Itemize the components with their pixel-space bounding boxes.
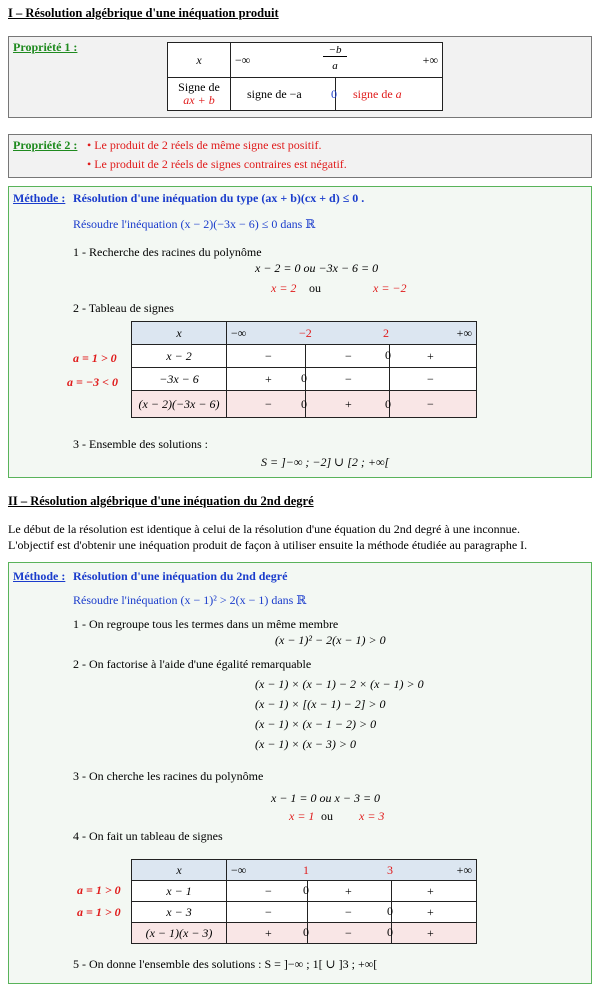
m2-step-4: 4 - On fait un tableau de signes — [73, 829, 223, 843]
property-2-label: Propriété 2 : — [13, 138, 78, 152]
p1-right: signe de — [353, 87, 393, 101]
method-2-problem: Résoudre l'inéquation (x − 1)² > 2(x − 1) dans ℝ — [73, 593, 307, 607]
p1-minf: −∞ — [235, 53, 251, 67]
m1-step-1: 1 - Recherche des racines du polynôme — [73, 245, 262, 259]
m1-th-root-2: 2 — [383, 326, 389, 340]
m1-row-2-signs: + 0 − − — [227, 368, 477, 391]
m2-th-root-1: 1 — [303, 863, 309, 877]
property-1-table — [167, 42, 443, 111]
method-2-box — [8, 562, 592, 984]
m2-factor-4: (x − 1) × (x − 3) > 0 — [255, 737, 357, 751]
m2-step-5: 5 - On donne l'ensemble des solutions : S = ]−∞ ; 1[ ∪ ]3 ; +∞[ — [73, 957, 378, 971]
property-2-line-2: • Le produit de 2 réels de signes contraires est négatif. — [87, 157, 347, 171]
m2-factor-1: (x − 1) × (x − 1) − 2 × (x − 1) > 0 — [255, 677, 424, 691]
p1-frac-num: −b — [323, 44, 347, 57]
method-2-title: Résolution d'une inéquation du 2nd degré — [73, 569, 288, 583]
m1-root-b: x = −2 — [373, 281, 407, 295]
property-1-box — [8, 36, 592, 118]
m1-row-3-signs: − 0 + 0 − — [227, 391, 477, 418]
m2-equation: x − 1 = 0 ou x − 3 = 0 — [271, 791, 381, 805]
m1-a1: a = 1 > 0 — [73, 351, 117, 365]
p1-left: signe de −a — [247, 87, 302, 101]
m1-th-x: x — [132, 322, 227, 345]
method-1-problem: Résoudre l'inéquation (x − 2)(−3x − 6) ≤ 0 dans ℝ — [73, 217, 316, 231]
m2-row-3-signs: + 0 − 0 + — [227, 923, 477, 944]
m2-factor-2: (x − 1) × [(x − 1) − 2] > 0 — [255, 697, 386, 711]
m1-a2: a = −3 < 0 — [67, 375, 118, 389]
p1-sign-label: Signe de ax + b — [168, 78, 231, 111]
m1-ou: ou — [309, 281, 321, 295]
m2-factor-3: (x − 1) × (x − 1 − 2) > 0 — [255, 717, 377, 731]
m1-sign-table — [131, 321, 477, 418]
section-2-paragraph-2: L'objectif est d'obtenir une inéquation produit de façon à utiliser ensuite la méthode étudiée au paragraphe I. — [8, 538, 528, 552]
m2-th-root-2: 3 — [387, 863, 393, 877]
m1-solution-set: S = ]−∞ ; −2] ∪ [2 ; +∞[ — [261, 455, 390, 469]
m2-row-2-signs: − − 0 + — [227, 902, 477, 923]
m2-ou: ou — [321, 809, 333, 823]
method-1-box — [8, 186, 592, 478]
m1-step-2: 2 - Tableau de signes — [73, 301, 174, 315]
p1-pinf: +∞ — [422, 53, 438, 67]
section-1-title: I – Résolution algébrique d'une inéquation produit — [8, 6, 279, 20]
section-2-title: II – Résolution algébrique d'une inéquation du 2nd degré — [8, 494, 314, 508]
m2-root-a: x = 1 — [289, 809, 315, 823]
property-2-line-1: • Le produit de 2 réels de même signe est positif. — [87, 138, 322, 152]
m2-th-values: −∞ 1 3 +∞ — [227, 860, 477, 881]
p1-header-cell — [231, 43, 443, 78]
m2-root-b: x = 3 — [359, 809, 385, 823]
m2-row-1-signs: − 0 + + — [227, 881, 477, 902]
m1-row-1-label: x − 2 — [132, 345, 227, 368]
m2-a1: a = 1 > 0 — [77, 883, 121, 897]
p1-zero: 0 — [331, 87, 337, 101]
p1-sign-row: signe de −a 0 signe de a — [231, 78, 443, 111]
m2-th-x: x — [132, 860, 227, 881]
m1-step-3: 3 - Ensemble des solutions : — [73, 437, 208, 451]
m2-row-2-label: x − 3 — [132, 902, 227, 923]
m1-th-root-1: −2 — [299, 326, 312, 340]
m1-row-2-label: −3x − 6 — [132, 368, 227, 391]
m1-row-1-signs: − − 0 + — [227, 345, 477, 368]
method-1-label: Méthode : — [13, 191, 66, 205]
m1-th-values: −∞ −2 2 +∞ — [227, 322, 477, 345]
p1-frac-den: a — [332, 60, 338, 72]
m1-row-3-label: (x − 2)(−3x − 6) — [132, 391, 227, 418]
m2-step-3: 3 - On cherche les racines du polynôme — [73, 769, 264, 783]
section-2-paragraph-1: Le début de la résolution est identique à celui de la résolution d'une équation du 2nd degré à une inconnue. — [8, 522, 521, 536]
m2-expr-1: (x − 1)² − 2(x − 1) > 0 — [275, 633, 386, 647]
m2-step-1: 1 - On regroupe tous les termes dans un même membre — [73, 617, 339, 631]
property-2-box — [8, 134, 592, 178]
method-2-label: Méthode : — [13, 569, 66, 583]
m1-root-a: x = 2 — [271, 281, 297, 295]
property-1-label: Propriété 1 : — [13, 40, 78, 54]
method-1-title: Résolution d'une inéquation du type (ax + b)(cx + d) ≤ 0 . — [73, 191, 365, 205]
m2-row-3-label: (x − 1)(x − 3) — [132, 923, 227, 944]
m2-step-2: 2 - On factorise à l'aide d'une égalité remarquable — [73, 657, 312, 671]
m2-sign-table — [131, 859, 477, 944]
p1-x-cell: x — [168, 43, 231, 78]
m2-row-1-label: x − 1 — [132, 881, 227, 902]
m2-a2: a = 1 > 0 — [77, 905, 121, 919]
m1-equation: x − 2 = 0 ou −3x − 6 = 0 — [255, 261, 379, 275]
